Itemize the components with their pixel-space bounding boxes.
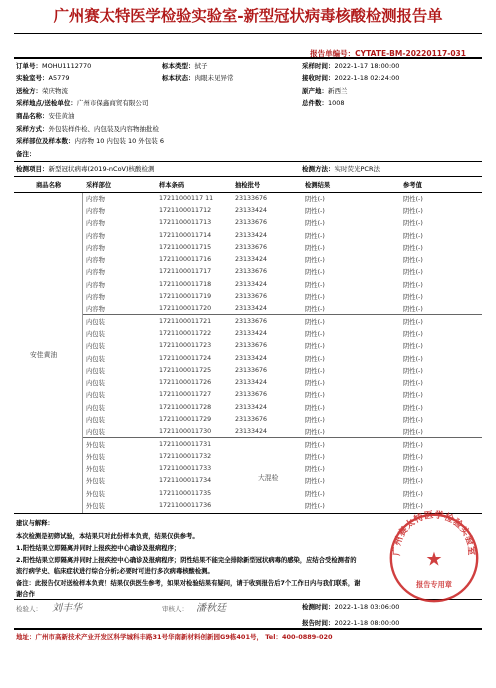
cell-result: 阴性(-): [305, 503, 325, 511]
cell-part: 内包装: [86, 380, 105, 388]
table-row: [14, 376, 482, 388]
table-row: [14, 340, 482, 352]
cell-batch: 23133676: [235, 268, 268, 276]
cell-result: 阴性(-): [291, 438, 373, 450]
cell-reference: 阴性(-): [403, 195, 423, 203]
col-product: 商品名称: [14, 177, 82, 192]
cell-result: 阴性(-): [305, 355, 325, 363]
test-time: 检测时间：2022-1-18 03:06:00: [302, 603, 400, 611]
cell-batch: 23133676: [235, 194, 268, 202]
cell-part: 外包装: [86, 478, 105, 486]
table-row: [14, 266, 482, 278]
cell-product: [14, 266, 82, 278]
test-item: 检测项目：新型冠状病毒(2019-nCoV)核酸检测: [16, 165, 155, 173]
cell-result: 阴性(-): [305, 195, 325, 203]
cell-reference: 阴性(-): [403, 281, 423, 289]
cell-reference: 阴性(-): [403, 269, 423, 277]
submitter: 送检方：荣庆物流: [16, 87, 68, 95]
cell-part: 内包装: [86, 392, 105, 400]
cell-reference: 阴性(-): [403, 404, 423, 412]
table-row: [14, 352, 482, 364]
total-items: 总件数：1008: [302, 99, 345, 107]
svg-text:广州赛太特医学检验实验室: 广州赛太特医学检验实验室: [392, 510, 476, 556]
cell-batch: 23133676: [235, 415, 268, 423]
cell-part: 外包装: [86, 453, 105, 461]
cell-part: 内容物: [86, 220, 105, 228]
cell-result: 阴性(-): [305, 380, 325, 388]
cell-batch: 23133676: [225, 315, 291, 327]
cell-barcode: 1721100011723: [159, 342, 212, 350]
cell-part: 外包装: [86, 466, 105, 474]
cell-part: 外包装: [86, 503, 105, 511]
cell-product: [14, 389, 82, 401]
table-row: [14, 253, 482, 265]
notes-line-2: 1.阳性结果立即隔离并同时上报疾控中心确诊及报病程序；: [16, 545, 181, 552]
cell-barcode: 1721100011718: [159, 280, 212, 288]
cell-reference: 阴性(-): [403, 207, 423, 215]
cell-result: 阴性(-): [305, 244, 325, 252]
cell-batch: 23133424: [235, 305, 268, 313]
table-row: [14, 450, 482, 462]
cell-product: [14, 253, 82, 265]
cell-part: 内包装: [86, 429, 105, 437]
cell-batch: 23133676: [235, 243, 268, 251]
reviewer-signature: 潘秋廷: [196, 603, 226, 614]
cell-barcode: 1721100011719: [159, 293, 212, 301]
cell-barcode: 1721100011730: [159, 428, 212, 436]
cell-batch: 23133424: [235, 206, 268, 214]
cell-product: [14, 499, 82, 511]
cell-part: 内包装: [86, 416, 105, 424]
cell-part: 内包装: [86, 367, 105, 375]
cell-result: 阴性(-): [291, 315, 373, 327]
cell-barcode: 1721100011728: [159, 403, 212, 411]
table-row: [14, 426, 482, 438]
table-row: [14, 204, 482, 216]
cell-reference: 阴性(-): [403, 490, 423, 498]
remark: 备注：: [16, 150, 36, 158]
cell-barcode: 1721100011725: [159, 366, 212, 374]
report-time: 报告时间：2022-1-18 08:00:00: [302, 619, 400, 627]
cell-batch: [225, 499, 291, 511]
cell-reference: 阴性(-): [373, 438, 482, 450]
cell-reference: 阴性(-): [403, 429, 423, 437]
cell-reference: 阴性(-): [403, 294, 423, 302]
cell-part: 内容物: [86, 232, 105, 240]
cell-result: 阴性(-): [305, 478, 325, 486]
cell-product: [14, 487, 82, 499]
table-row: [14, 413, 482, 425]
report-number: 报告单编号：CYTATE-BM-20220117-031: [310, 49, 466, 58]
cell-reference: 阴性(-): [403, 380, 423, 388]
cell-reference: 阴性(-): [403, 466, 423, 474]
table-row: [14, 438, 482, 450]
cell-part: 内包装: [82, 315, 141, 327]
table-row: [14, 303, 482, 315]
cell-barcode: 1721100011714: [159, 231, 212, 239]
sampling-parts: 采样部位及样本数：内容物 10 内包装 10 外包装 6: [16, 137, 165, 145]
table-row: [14, 475, 482, 487]
cell-result: 阴性(-): [305, 416, 325, 424]
notes-line-4: 流行病学史、临床症状进行综合分析;必要时可进行多次病毒核酸检测。: [16, 568, 214, 575]
cell-reference: 阴性(-): [403, 478, 423, 486]
cell-barcode: 17211000117 11: [159, 194, 214, 202]
cell-result: 阴性(-): [305, 257, 325, 265]
table-row: [14, 192, 482, 204]
cell-product: [14, 426, 82, 438]
report-title: 广州赛太特医学检验实验室-新型冠状病毒核酸检测报告单: [53, 6, 443, 25]
tester-signature: 刘丰华: [52, 603, 82, 614]
svg-text:报告专用章: 报告专用章: [416, 579, 452, 589]
cell-reference: 阴性(-): [403, 330, 423, 338]
cell-part: 内容物: [86, 257, 105, 265]
cell-barcode: 1721100011717: [159, 268, 212, 276]
cell-product: [14, 204, 82, 216]
sample-type: 标本类型：拭子: [162, 62, 208, 70]
cell-reference: 阴性(-): [403, 257, 423, 265]
cell-result: 阴性(-): [305, 207, 325, 215]
collect-time: 采样时间：2022-1-17 18:00:00: [302, 62, 400, 70]
table-header-row: [14, 177, 482, 192]
cell-barcode: 1721100011733: [159, 465, 212, 473]
cell-batch: 23133676: [235, 342, 268, 350]
cell-result: 阴性(-): [305, 404, 325, 412]
cell-barcode: 1721100011726: [159, 379, 212, 387]
cell-reference: 阴性(-): [403, 355, 423, 363]
cell-part: 内容物: [86, 306, 105, 314]
receive-time: 接收时间：2022-1-18 02:24:00: [302, 74, 400, 82]
cell-barcode: 1721100011729: [159, 415, 212, 423]
cell-product: [14, 463, 82, 475]
sampling-location: 采样地点/送检单位：广州市保鑫商贸有限公司: [16, 99, 149, 107]
lab-seal-stamp: [386, 510, 482, 606]
cell-result: 阴性(-): [305, 453, 325, 461]
cell-product: [14, 475, 82, 487]
cell-batch: 23133424: [235, 256, 268, 264]
cell-reference: 阴性(-): [403, 503, 423, 511]
cell-product: [14, 192, 82, 204]
cell-barcode: 1721100011715: [159, 243, 212, 251]
cell-batch: 23133424: [235, 280, 268, 288]
sample-state: 标本状态：肉眼未见异常: [162, 74, 234, 82]
notes-line-1: 本次检测是初筛试验，本结果只对此份样本负责，结果仅供参考。: [16, 533, 199, 540]
cell-batch: [225, 450, 291, 462]
table-row: [14, 401, 482, 413]
col-reference: 参考值: [373, 177, 482, 192]
cell-batch: 23133424: [235, 428, 268, 436]
tester-label: 检验人：: [16, 605, 42, 613]
results-table: [14, 177, 482, 512]
cell-reference: 阴性(-): [403, 343, 423, 351]
cell-part: 内容物: [86, 244, 105, 252]
cell-barcode: 1721100011712: [159, 206, 212, 214]
cell-result: 阴性(-): [305, 330, 325, 338]
cell-barcode: 1721100011735: [159, 489, 212, 497]
product-name-cell: 安佳黄油: [30, 351, 58, 359]
col-part: 采样部位: [82, 177, 141, 192]
table-row: [14, 229, 482, 241]
cell-batch: 23133676: [235, 219, 268, 227]
cell-batch: [225, 438, 291, 450]
cell-reference: 阴性(-): [403, 232, 423, 240]
cell-barcode: 1721100011724: [159, 354, 212, 362]
cell-barcode: 1721100011727: [159, 391, 212, 399]
cell-product: [14, 413, 82, 425]
cell-barcode: 1721100011721: [141, 315, 225, 327]
info-divider: [14, 161, 482, 162]
table-row: [14, 278, 482, 290]
footer-divider: [14, 628, 482, 630]
notes-line-5: 备注：此报告仅对送检样本负责！结果仅供医生参考，如果对检验结果有疑问，请于收到报告后7个工作日内与我们联系，谢: [16, 580, 361, 587]
outer-pack-note: 大混检: [258, 474, 279, 482]
table-row: [14, 315, 482, 327]
cell-product: [14, 229, 82, 241]
col-result: 检测结果: [291, 177, 373, 192]
header-divider: [14, 57, 482, 59]
cell-part: 内包装: [86, 343, 105, 351]
table-row: [14, 487, 482, 499]
lab-address: 地址：广州市高新技术产业开发区科学城科丰路31号华南新材料创新园G9栋401号， Tel：400-0889-020: [16, 633, 333, 641]
cell-result: 阴性(-): [305, 367, 325, 375]
cell-reference: 阴性(-): [403, 220, 423, 228]
title-divider: [14, 33, 482, 34]
cell-batch: 23133424: [235, 329, 268, 337]
cell-product: [14, 241, 82, 253]
cell-product: [14, 364, 82, 376]
cell-reference: 阴性(-): [403, 244, 423, 252]
svg-text:★: ★: [425, 547, 443, 571]
cell-product: [14, 327, 82, 339]
cell-result: 阴性(-): [305, 466, 325, 474]
product-name: 商品名称：安佳黄油: [16, 112, 75, 120]
cell-result: 阴性(-): [305, 392, 325, 400]
cell-part: 内包装: [86, 355, 105, 363]
cell-reference: 阴性(-): [403, 416, 423, 424]
cell-barcode: 1721100011731: [141, 438, 225, 450]
cell-result: 阴性(-): [305, 490, 325, 498]
table-row: [14, 463, 482, 475]
cell-barcode: 1721100011734: [159, 477, 212, 485]
notes-heading: 建议与解释：: [16, 520, 54, 527]
cell-part: 内容物: [86, 294, 105, 302]
cell-reference: 阴性(-): [373, 315, 482, 327]
cell-result: 阴性(-): [305, 294, 325, 302]
cell-result: 阴性(-): [305, 269, 325, 277]
cell-result: 阴性(-): [305, 232, 325, 240]
test-method: 检测方法：实时荧光PCR法: [302, 165, 380, 173]
cell-product: [14, 278, 82, 290]
cell-part: 内包装: [86, 330, 105, 338]
cell-batch: 23133424: [235, 231, 268, 239]
cell-part: 内包装: [86, 404, 105, 412]
cell-result: 阴性(-): [305, 429, 325, 437]
cell-barcode: 1721100011722: [159, 329, 212, 337]
cell-reference: 阴性(-): [403, 453, 423, 461]
cell-part: 内容物: [86, 207, 105, 215]
cell-result: 阴性(-): [305, 306, 325, 314]
cell-product: [14, 303, 82, 315]
cell-reference: 阴性(-): [403, 367, 423, 375]
lab-no: 实验室号：A5779: [16, 74, 70, 82]
cell-batch: [225, 487, 291, 499]
table-row: [14, 364, 482, 376]
cell-product: [14, 401, 82, 413]
origin: 原产地：新西兰: [302, 87, 348, 95]
notes-line-3: 2.阳性结果立即隔离并同时上报疾控中心确诊及报病程序；阴性结果不能完全排除新型冠状病毒的感染，应结合受检测者的: [16, 557, 357, 564]
cell-batch: 23133424: [235, 379, 268, 387]
cell-barcode: 1721100011732: [159, 452, 212, 460]
table-row: [14, 290, 482, 302]
table-left-rule: [82, 193, 83, 513]
notes-line-6: 谢合作: [16, 591, 35, 598]
cell-part: 外包装: [82, 438, 141, 450]
cell-product: [14, 290, 82, 302]
table-row: [14, 327, 482, 339]
cell-part: 内容物: [86, 281, 105, 289]
cell-product: [14, 315, 82, 327]
cell-batch: 23133676: [235, 391, 268, 399]
cell-batch: 23133424: [235, 354, 268, 362]
cell-batch: 23133424: [235, 403, 268, 411]
col-barcode: 样本条码: [141, 177, 225, 192]
cell-product: [14, 217, 82, 229]
cell-barcode: 1721100011713: [159, 219, 212, 227]
cell-product: [14, 450, 82, 462]
order-no: 订单号：MOHU1112770: [16, 62, 92, 70]
table-row: [14, 389, 482, 401]
cell-part: 内容物: [86, 195, 105, 203]
sampling-method: 采样方式：外包装样件检、内包装及内容物抽批检: [16, 125, 159, 133]
cell-part: 内容物: [86, 269, 105, 277]
cell-barcode: 1721100011736: [159, 502, 212, 510]
col-batch: 抽检批号: [225, 177, 291, 192]
cell-barcode: 1721100011720: [159, 305, 212, 313]
cell-product: [14, 438, 82, 450]
cell-result: 阴性(-): [305, 220, 325, 228]
table-row: [14, 217, 482, 229]
cell-batch: 23133676: [235, 293, 268, 301]
cell-part: 外包装: [86, 490, 105, 498]
cell-batch: 23133676: [235, 366, 268, 374]
cell-result: 阴性(-): [305, 343, 325, 351]
cell-product: [14, 376, 82, 388]
table-row: [14, 241, 482, 253]
cell-reference: 阴性(-): [403, 392, 423, 400]
cell-reference: 阴性(-): [403, 306, 423, 314]
cell-result: 阴性(-): [305, 281, 325, 289]
cell-barcode: 1721100011716: [159, 256, 212, 264]
reviewer-label: 审核人：: [162, 605, 188, 613]
